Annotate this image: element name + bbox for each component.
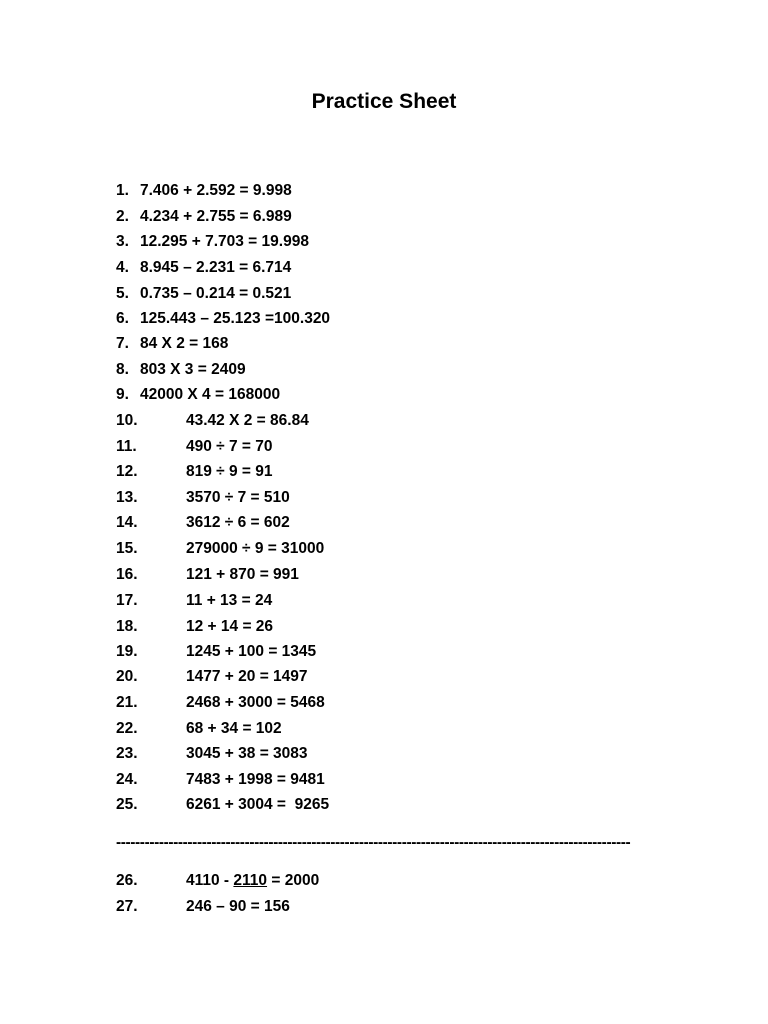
expression-part: = 2000 bbox=[267, 872, 320, 889]
problem-expression: 7.406 + 2.592 = 9.998 bbox=[140, 182, 292, 199]
problem-expression: 4.234 + 2.755 = 6.989 bbox=[140, 208, 292, 225]
problem-expression: 84 X 2 = 168 bbox=[140, 335, 229, 352]
problem-row bbox=[116, 692, 325, 714]
problem-expression: 42000 X 4 = 168000 bbox=[140, 386, 281, 403]
problem-expression: 7483 + 1998 = 9481 bbox=[186, 771, 325, 788]
problem-expression: 3045 + 38 = 3083 bbox=[186, 745, 308, 762]
problem-number: 5. bbox=[116, 285, 129, 302]
problem-number: 2. bbox=[116, 208, 129, 225]
problem-number: 19. bbox=[116, 643, 138, 660]
problem-row bbox=[116, 206, 292, 228]
problem-number: 13. bbox=[116, 489, 138, 506]
problem-number: 25. bbox=[116, 796, 138, 813]
page-title: Practice Sheet bbox=[311, 90, 457, 113]
problem-expression: 68 + 34 = 102 bbox=[186, 720, 282, 737]
problem-expression: 490 ÷ 7 = 70 bbox=[186, 438, 273, 455]
problem-row bbox=[116, 487, 290, 509]
problem-number: 27. bbox=[116, 898, 138, 915]
problem-expression: 6261 + 3004 = 9265 bbox=[186, 796, 330, 813]
problem-row bbox=[116, 590, 273, 612]
problem-row bbox=[116, 333, 229, 355]
problem-row bbox=[116, 410, 309, 432]
problem-number: 16. bbox=[116, 566, 138, 583]
problem-row bbox=[116, 538, 325, 560]
problem-number: 14. bbox=[116, 514, 138, 531]
problem-number: 7. bbox=[116, 335, 129, 352]
problem-number: 22. bbox=[116, 720, 138, 737]
problem-row bbox=[116, 283, 292, 305]
problem-row bbox=[116, 743, 308, 765]
problem-expression: 1245 + 100 = 1345 bbox=[186, 643, 317, 660]
problem-expression: 0.735 – 0.214 = 0.521 bbox=[140, 285, 292, 302]
problem-row bbox=[116, 384, 281, 406]
problem-row bbox=[116, 870, 320, 892]
problem-number: 8. bbox=[116, 361, 129, 378]
problem-row bbox=[116, 231, 309, 253]
problem-number: 10. bbox=[116, 412, 138, 429]
problem-row bbox=[116, 769, 325, 791]
problem-row bbox=[116, 564, 299, 586]
problem-number: 21. bbox=[116, 694, 138, 711]
problem-number: 4. bbox=[116, 259, 129, 276]
problem-number: 15. bbox=[116, 540, 138, 557]
problem-number: 18. bbox=[116, 618, 138, 635]
problem-expression: 125.443 – 25.123 =100.320 bbox=[140, 310, 331, 327]
problem-expression: 279000 ÷ 9 = 31000 bbox=[186, 540, 325, 557]
problem-number: 26. bbox=[116, 872, 138, 889]
problem-number: 3. bbox=[116, 233, 129, 250]
problem-row bbox=[116, 180, 292, 202]
problem-row bbox=[116, 641, 317, 663]
problem-expression: 1477 + 20 = 1497 bbox=[186, 668, 308, 685]
problem-number: 20. bbox=[116, 668, 138, 685]
problem-expression: 3612 ÷ 6 = 602 bbox=[186, 514, 290, 531]
problem-row bbox=[116, 359, 246, 381]
problem-row bbox=[116, 666, 308, 688]
problem-row bbox=[116, 436, 273, 458]
problem-expression: 12 + 14 = 26 bbox=[186, 618, 274, 635]
dashed-divider: ------------------------------------------------------------------------------------------------------------ bbox=[116, 834, 631, 851]
problem-row bbox=[116, 718, 282, 740]
problem-number: 6. bbox=[116, 310, 129, 327]
problem-row bbox=[116, 794, 330, 816]
problem-expression: 246 – 90 = 156 bbox=[186, 898, 290, 915]
underlined-answer: 2110 bbox=[233, 872, 268, 889]
problem-number: 24. bbox=[116, 771, 138, 788]
problem-expression: 12.295 + 7.703 = 19.998 bbox=[140, 233, 309, 250]
problem-row bbox=[116, 461, 273, 483]
expression-part: 4110 - bbox=[186, 872, 234, 889]
problem-expression: 819 ÷ 9 = 91 bbox=[186, 463, 273, 480]
problem-expression: 2468 + 3000 = 5468 bbox=[186, 694, 325, 711]
problem-row bbox=[116, 616, 274, 638]
problem-row bbox=[116, 308, 331, 330]
problem-expression bbox=[186, 870, 319, 892]
problem-number: 17. bbox=[116, 592, 138, 609]
problem-expression: 11 + 13 = 24 bbox=[186, 592, 273, 609]
problem-number: 1. bbox=[116, 182, 129, 199]
problem-row bbox=[116, 257, 292, 279]
problem-expression: 3570 ÷ 7 = 510 bbox=[186, 489, 290, 506]
problem-expression: 8.945 – 2.231 = 6.714 bbox=[140, 259, 292, 276]
problem-number: 23. bbox=[116, 745, 138, 762]
problem-row bbox=[116, 512, 290, 534]
problem-number: 11. bbox=[116, 438, 137, 455]
problem-row bbox=[116, 896, 290, 918]
problem-number: 12. bbox=[116, 463, 138, 480]
problem-expression: 43.42 X 2 = 86.84 bbox=[186, 412, 309, 429]
problem-expression: 121 + 870 = 991 bbox=[186, 566, 299, 583]
problem-expression: 803 X 3 = 2409 bbox=[140, 361, 246, 378]
problem-number: 9. bbox=[116, 386, 129, 403]
